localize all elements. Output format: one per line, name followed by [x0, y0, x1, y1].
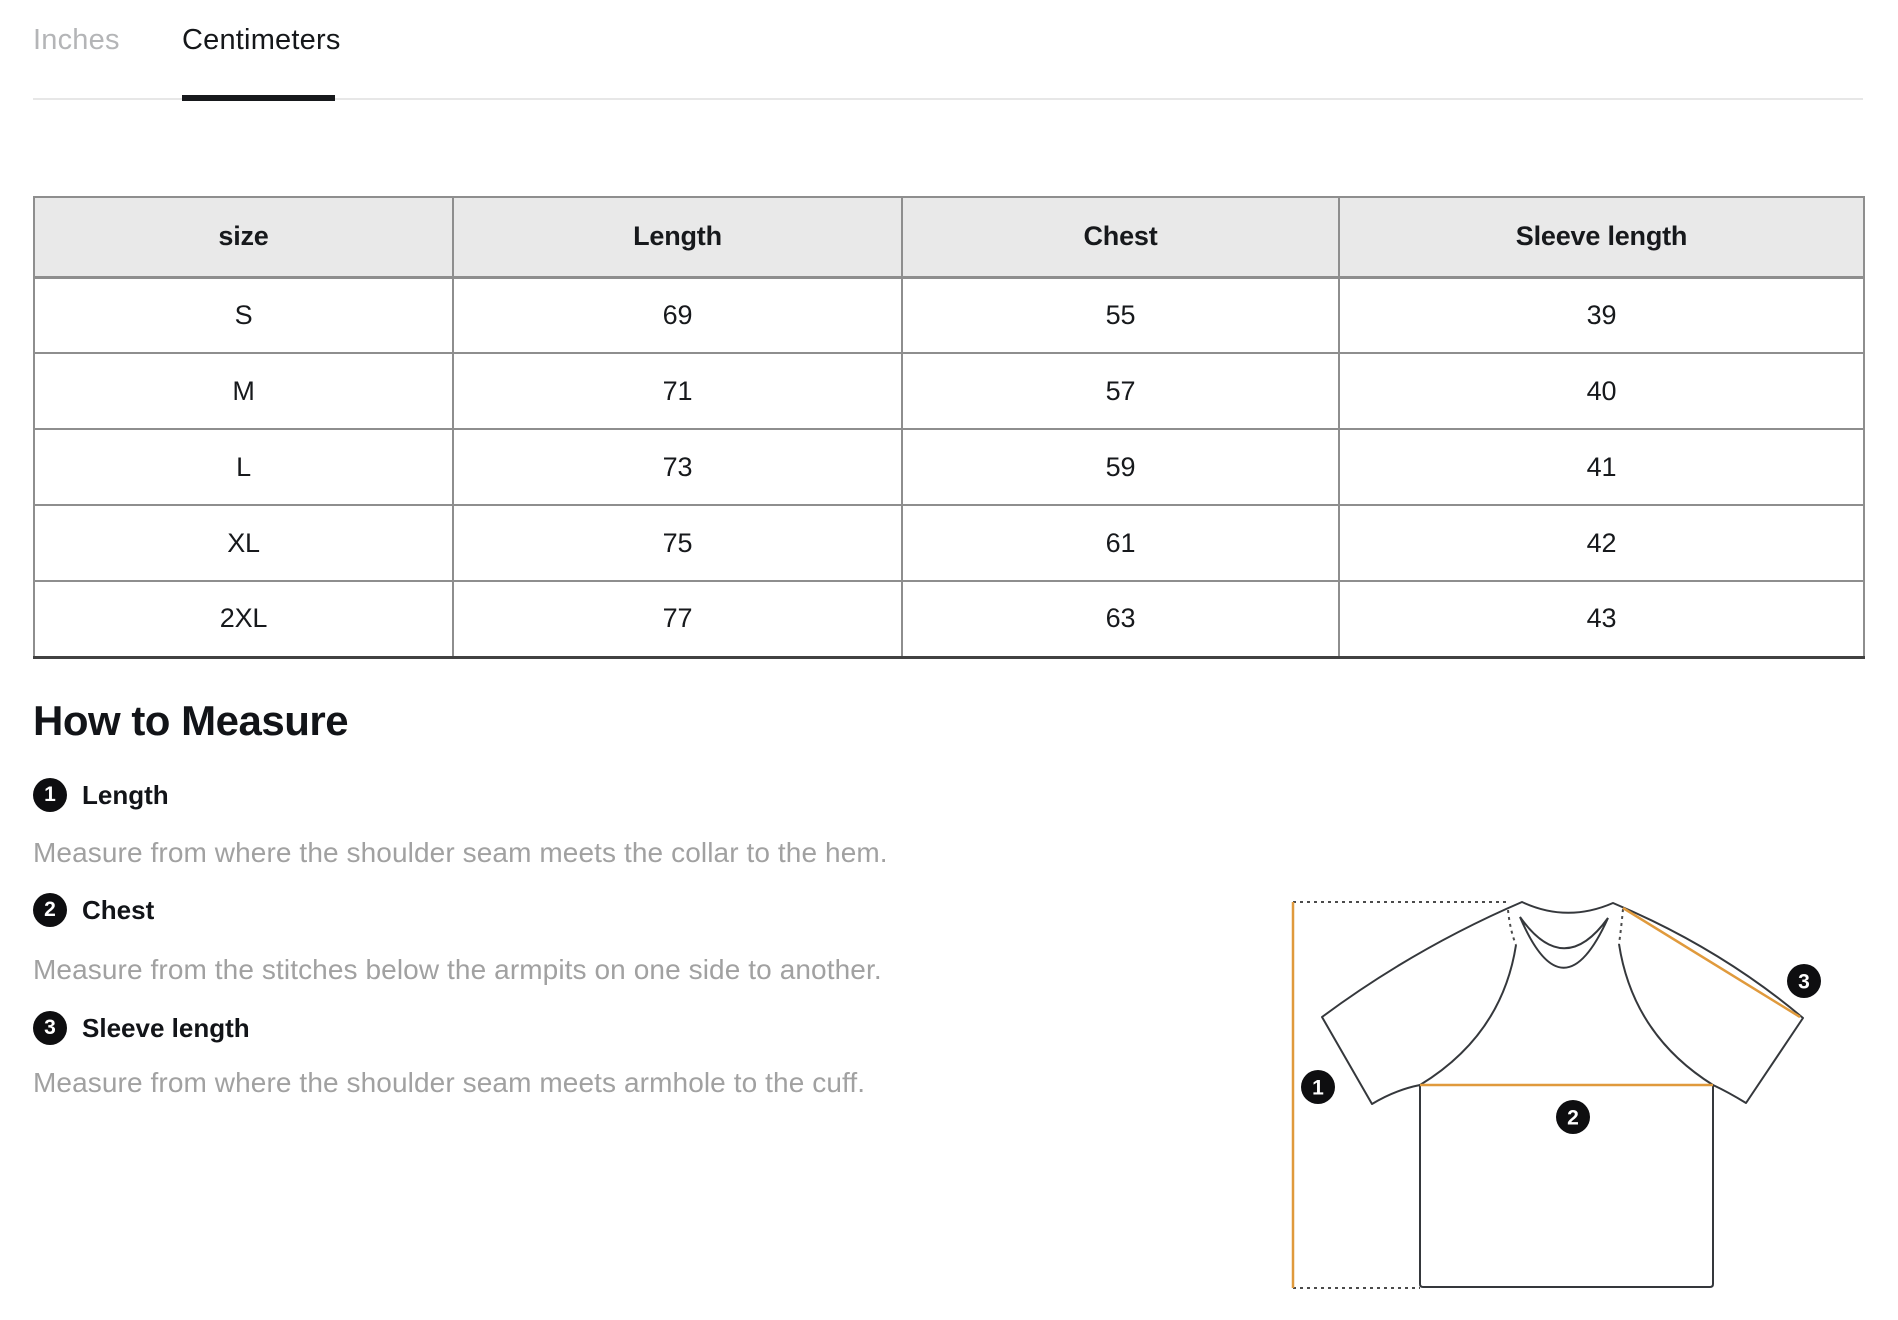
- how-to-measure-title: How to Measure: [33, 697, 349, 744]
- table-row: [34, 277, 1864, 353]
- diagram-badge-1-number: 1: [1312, 1076, 1324, 1100]
- measure-item-description: Measure from the stitches below the armpits on one side to another.: [33, 954, 882, 985]
- cell-chest: 55: [902, 277, 1339, 353]
- measure-item-description: Measure from where the shoulder seam meets the collar to the hem.: [33, 837, 888, 868]
- measure-item-label: Length: [82, 779, 169, 810]
- header-chest: Chest: [902, 197, 1339, 277]
- cell-sleeve: 43: [1339, 581, 1864, 657]
- cell-sleeve: 42: [1339, 505, 1864, 581]
- table-row: [34, 353, 1864, 429]
- table-row: [34, 429, 1864, 505]
- measure-item-chest: [33, 893, 154, 927]
- cell-length: 73: [453, 429, 902, 505]
- cell-size: XL: [34, 505, 453, 581]
- cell-length: 77: [453, 581, 902, 657]
- diagram-badge-3-number: 3: [1798, 970, 1810, 994]
- cell-size: M: [34, 353, 453, 429]
- diagram-badge-2: [1556, 1100, 1590, 1134]
- cell-sleeve: 40: [1339, 353, 1864, 429]
- cell-chest: 59: [902, 429, 1339, 505]
- cell-chest: 57: [902, 353, 1339, 429]
- cell-size: L: [34, 429, 453, 505]
- header-sleeve: Sleeve length: [1339, 197, 1864, 277]
- measure-item-label: Sleeve length: [82, 1012, 250, 1043]
- cell-size: 2XL: [34, 581, 453, 657]
- measure-item-length: [33, 778, 169, 812]
- cell-sleeve: 39: [1339, 277, 1864, 353]
- size-chart-table: [33, 196, 1865, 659]
- cell-length: 69: [453, 277, 902, 353]
- cell-sleeve: 41: [1339, 429, 1864, 505]
- cell-length: 75: [453, 505, 902, 581]
- active-tab-underline: [182, 95, 335, 101]
- step-3-badge: 3: [33, 1011, 67, 1045]
- tab-centimeters[interactable]: Centimeters: [182, 24, 341, 56]
- table-row: [34, 505, 1864, 581]
- header-length: Length: [453, 197, 902, 277]
- cell-chest: 61: [902, 505, 1339, 581]
- diagram-badge-3: [1787, 964, 1821, 998]
- tshirt-measurement-diagram: [1280, 880, 1898, 1320]
- cell-chest: 63: [902, 581, 1339, 657]
- measure-item-description: Measure from where the shoulder seam meets armhole to the cuff.: [33, 1067, 866, 1098]
- table-header-row: [34, 197, 1864, 277]
- measure-item-sleeve-length: [33, 1011, 250, 1045]
- diagram-badge-2-number: 2: [1567, 1106, 1579, 1130]
- measure-item-label: Chest: [82, 894, 155, 925]
- table-row: [34, 581, 1864, 657]
- tab-inches[interactable]: Inches: [33, 24, 120, 56]
- step-2-badge: 2: [33, 893, 67, 927]
- diagram-badge-1: [1301, 1070, 1335, 1104]
- step-1-badge: 1: [33, 778, 67, 812]
- header-size: size: [34, 197, 453, 277]
- cell-length: 71: [453, 353, 902, 429]
- cell-size: S: [34, 277, 453, 353]
